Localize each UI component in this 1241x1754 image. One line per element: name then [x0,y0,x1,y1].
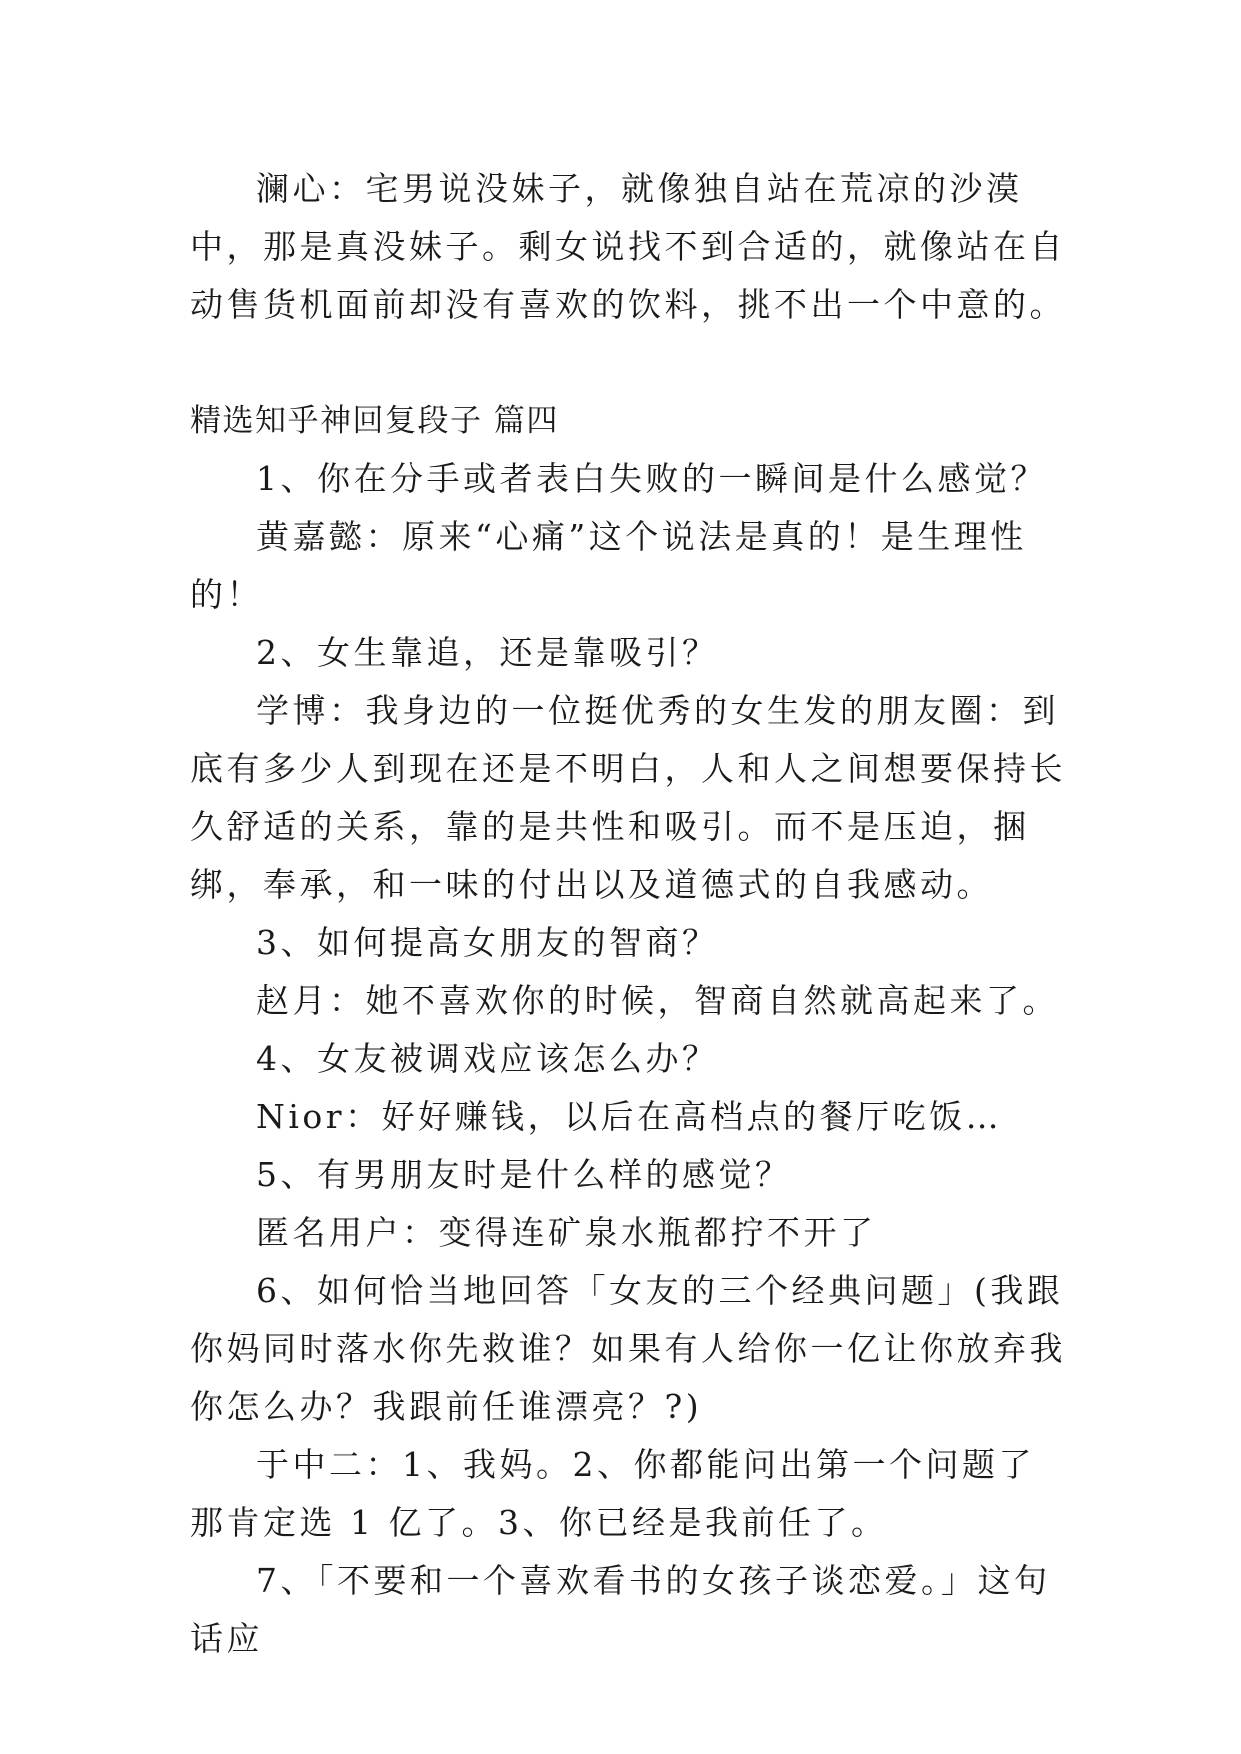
answer-4: Nior：好好赚钱，以后在高档点的餐厅吃饭… [256,1097,1003,1136]
section-1 [190,160,1070,334]
answer-6: 于中二：1、我妈。2、你都能问出第一个问题了那肯定选 1 亿了。3、你已经是我前任了。 [190,1445,1035,1542]
section-heading: 精选知乎神回复段子 篇四 [190,403,559,439]
question-2: 2、女生靠追，还是靠吸引？ [256,633,719,672]
answer-3: 赵月：她不喜欢你的时候，智商自然就高起来了。 [256,981,1059,1020]
answer-1: 黄嘉懿：原来“心痛”这个说法是真的！是生理性的！ [190,517,1027,614]
question-7: 7、「不要和一个喜欢看书的女孩子谈恋爱。」这句话应 [190,1561,1051,1658]
question-3: 3、如何提高女朋友的智商？ [256,923,719,962]
question-4: 4、女友被调戏应该怎么办？ [256,1039,719,1078]
question-1: 1、你在分手或者表白失败的一瞬间是什么感觉？ [256,459,1047,498]
question-5: 5、有男朋友时是什么样的感觉？ [256,1155,792,1194]
question-6: 6、如何恰当地回答「女友的三个经典问题」(我跟你妈同时落水你先救谁？如果有人给你一亿让你放弃我你怎么办？我跟前任谁漂亮？?) [190,1271,1066,1426]
answer-5: 匿名用户：变得连矿泉水瓶都拧不开了 [256,1213,877,1252]
section-2 [190,392,1070,1668]
answer-2: 学博：我身边的一位挺优秀的女生发的朋友圈：到底有多少人到现在还是不明白，人和人之间想要保持长久舒适的关系，靠的是共性和吸引。而不是压迫，捆绑，奉承，和一味的付出以及道德式的自我感动。 [190,691,1066,904]
paragraph: 澜心：宅男说没妹子，就像独自站在荒凉的沙漠中，那是真没妹子。剩女说找不到合适的，就像站在自动售货机面前却没有喜欢的饮料，挑不出一个中意的。 [190,169,1066,324]
